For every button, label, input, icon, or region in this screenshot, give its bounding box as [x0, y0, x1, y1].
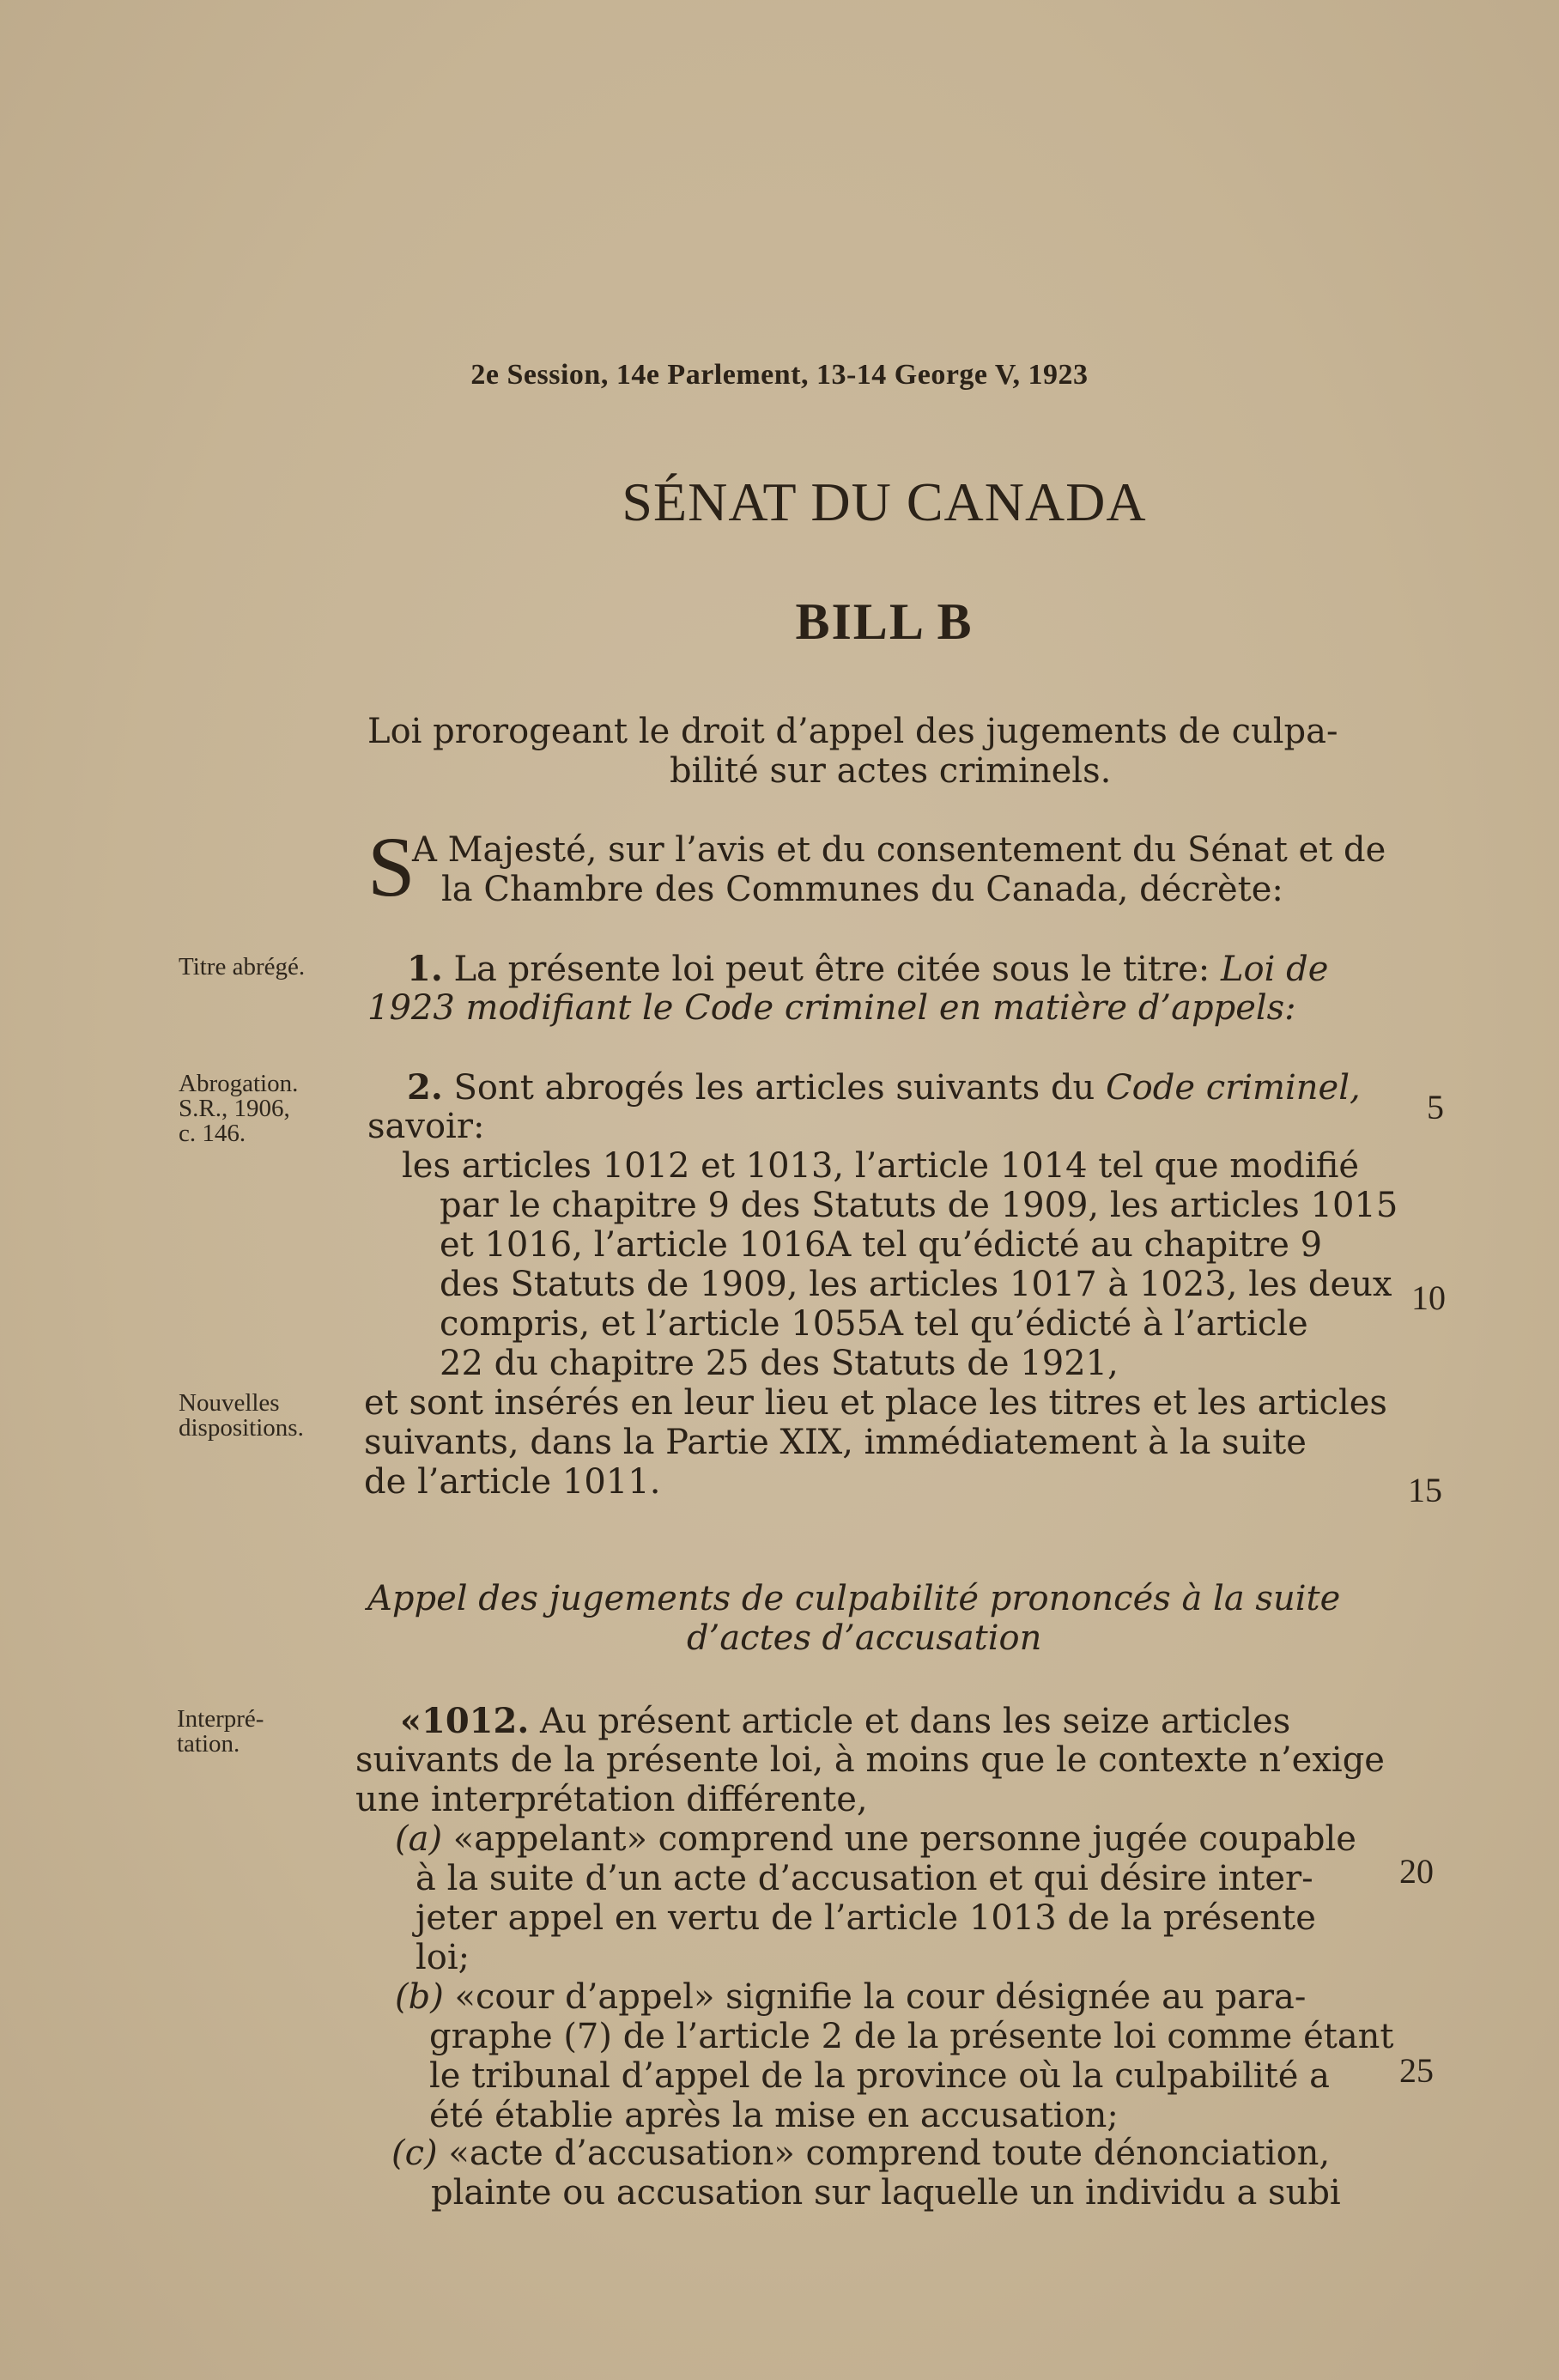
paragraph-label: (c) — [391, 2134, 438, 2173]
paragraph-text: «acte d’accusation» comprend toute dénonciation, — [448, 2134, 1331, 2173]
bill-long-title-line-1: Loi prorogeant le droit d’appel des jugements de culpa- — [367, 712, 1338, 751]
heading-line-1: Appel des jugements de culpabilité prononcés à la suite — [367, 1579, 1341, 1618]
section-2-line: compris, et l’article 1055A tel qu’édicté à l’article — [440, 1304, 1308, 1344]
line-number: 25 — [1399, 2051, 1434, 2090]
paragraph-a-line: à la suite d’un acte d’accusation et qui désire inter- — [416, 1859, 1313, 1898]
paragraph-a-line: loi; — [416, 1938, 470, 1977]
section-number: 2. — [407, 1067, 443, 1108]
margin-note-line: S.R., 1906, — [179, 1095, 290, 1122]
margin-note-line: Abrogation. — [179, 1070, 299, 1097]
section-1012-line: suivants de la présente loi, à moins que le contexte n’exige — [355, 1740, 1385, 1780]
margin-note-line: Interpré- — [177, 1705, 264, 1733]
line-number: 15 — [1408, 1471, 1442, 1509]
margin-note-line: dispositions. — [179, 1414, 304, 1442]
drop-cap: S — [367, 819, 416, 914]
section-text: La présente loi peut être citée sous le titre: — [453, 950, 1210, 989]
code-reference: Code criminel, — [1106, 1068, 1361, 1108]
bill-long-title-line-2: bilité sur actes criminels. — [670, 751, 1112, 791]
section-1012-line-1 — [400, 1702, 1290, 1741]
line-number: 20 — [1399, 1852, 1434, 1891]
section-number: 1. — [407, 949, 443, 989]
paragraph-label: (a) — [395, 1819, 443, 1859]
paragraph-label: (b) — [395, 1977, 444, 2017]
line-number: 10 — [1411, 1278, 1446, 1317]
section-2-line: et 1016, l’article 1016A tel qu’édicté au chapitre 9 — [440, 1225, 1323, 1265]
section-2-line: les articles 1012 et 1013, l’article 1014 tel que modifié — [402, 1146, 1360, 1186]
margin-note-new-provisions — [179, 1391, 304, 1441]
section-2-line: et sont insérés en leur lieu et place les titres et les articles — [364, 1383, 1387, 1423]
paragraph-a-line-1 — [395, 1820, 1356, 1859]
paragraph-b-line: le tribunal d’appel de la province où la culpabilité a — [429, 2056, 1330, 2096]
section-2-line: par le chapitre 9 des Statuts de 1909, les articles 1015 — [440, 1186, 1398, 1225]
margin-note-interpretation — [177, 1707, 264, 1757]
margin-note-short-title: Titre abrégé. — [179, 953, 306, 981]
section-text: Au présent article et dans les seize articles — [539, 1702, 1291, 1741]
margin-note-line: tation. — [177, 1730, 240, 1758]
paragraph-b-line: été établie après la mise en accusation; — [429, 2096, 1119, 2135]
bill-title: BILL B — [795, 593, 974, 650]
enacting-line-2: la Chambre des Communes du Canada, décrète: — [441, 870, 1283, 909]
session-line: 2e Session, 14e Parlement, 13-14 George V, 1923 — [470, 359, 1089, 391]
chamber-title: SÉNAT DU CANADA — [622, 471, 1147, 532]
section-1-line-2: 1923 modifiant le Code criminel en matière d’appels: — [367, 988, 1296, 1028]
paragraph-text: «appelant» comprend une personne jugée coupable — [452, 1819, 1356, 1859]
section-2-line: savoir: — [367, 1107, 485, 1146]
heading-line-2: d’actes d’accusation — [687, 1618, 1042, 1658]
paragraph-b-line-1 — [395, 1978, 1306, 2017]
paragraph-a-line: jeter appel en vertu de l’article 1013 de la présente — [416, 1898, 1316, 1938]
section-2-line: des Statuts de 1909, les articles 1017 à 1023, les deux — [440, 1265, 1392, 1304]
margin-note-repeal — [179, 1072, 298, 1146]
section-2-line: 22 du chapitre 25 des Statuts de 1921, — [440, 1344, 1119, 1383]
section-2-line: suivants, dans la Partie XIX, immédiatement à la suite — [364, 1423, 1307, 1462]
section-1012-line: une interprétation différente, — [355, 1780, 868, 1819]
margin-note-line: c. 146. — [179, 1120, 246, 1147]
paragraph-b-line: graphe (7) de l’article 2 de la présente loi comme étant — [429, 2017, 1394, 2056]
section-text: Sont abrogés les articles suivants du — [453, 1068, 1095, 1108]
margin-note-line: Nouvelles — [179, 1389, 280, 1417]
short-title-text: Loi de — [1220, 950, 1329, 989]
paragraph-text: «cour d’appel» signifie la cour désignée au para- — [454, 1977, 1307, 2017]
section-number: «1012. — [400, 1701, 530, 1741]
enacting-line-1: A Majesté, sur l’avis et du consentement du Sénat et de — [412, 830, 1386, 870]
paragraph-c-line: plainte ou accusation sur laquelle un individu a subi — [431, 2173, 1341, 2213]
section-2-line-1 — [407, 1068, 1361, 1108]
section-1-line-1 — [407, 950, 1328, 989]
line-number: 5 — [1427, 1088, 1444, 1126]
paragraph-c-line-1 — [391, 2134, 1330, 2173]
section-2-line: de l’article 1011. — [364, 1462, 661, 1502]
